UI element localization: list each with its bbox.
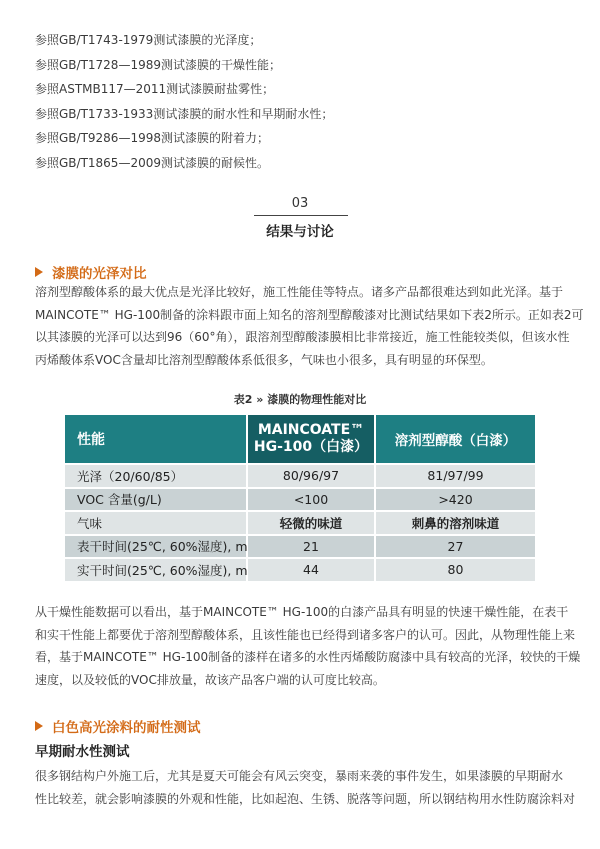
cell-property: VOC 含量(g/L) [65, 488, 247, 512]
cell-maincote: 21 [247, 535, 375, 559]
cell-alkyd: 81/97/99 [375, 464, 535, 488]
paragraph-line: 性比较差，就会影响漆膜的外观和性能，比如起泡、生锈、脱落等问题，所以钢结构用水性防腐涂料对 [35, 791, 576, 806]
header-maincote-line2: HG-100（白漆） [253, 439, 369, 455]
cell-property: 实干时间(25℃, 60%湿度), m [65, 558, 247, 581]
gloss-paragraph [35, 281, 584, 371]
durability-heading [35, 716, 201, 736]
cell-maincote: 44 [247, 558, 375, 581]
reference-item: 参照GB/T1733-1933测试漆膜的耐水性和早期耐水性； [35, 106, 334, 121]
paragraph-line: 速度，以及较低的VOC排放量，故该产品客户端的认可度比较高。 [35, 672, 385, 687]
drying-paragraph [35, 601, 581, 691]
paragraph-line: 从干燥性能数据可以看出，基于MAINCOTE™ HG-100的白漆产品具有明显的快速干燥性能，在表干 [35, 605, 569, 619]
reference-item: 参照GB/T9286—1998测试漆膜的附着力； [35, 131, 269, 145]
paragraph-line: 以其漆膜的光泽可以达到96（60°角），跟溶剂型醇酸漆膜相比非常接近，施工性能较类似，但该水性 [35, 330, 570, 344]
arrow-right-icon [35, 721, 43, 731]
gloss-heading [35, 262, 147, 282]
header-alkyd: 溶剂型醇酸（白漆） [375, 415, 535, 464]
table-row [65, 511, 535, 535]
reference-list [35, 28, 575, 175]
section-divider [254, 215, 348, 216]
reference-item: 参照GB/T1865—2009测试漆膜的耐候性。 [35, 155, 269, 170]
header-property: 性能 [65, 415, 247, 464]
paragraph-line: 丙烯酸体系VOC含量却比溶剂型醇酸体系低很多，气味也小很多，具有明显的环保型。 [35, 352, 493, 367]
header-maincote-line1: MAINCOATE™ [257, 422, 365, 438]
paragraph-line: 溶剂型醇酸体系的最大优点是光泽比较好，施工性能佳等特点。诸多产品都很难达到如此光泽。基于 [35, 285, 564, 299]
header-maincote [247, 415, 375, 464]
table-header-row [65, 415, 535, 464]
durability-heading-text: 白色高光涂料的耐性测试 [52, 720, 201, 736]
section-number: 03 [291, 196, 309, 211]
cell-alkyd: 80 [375, 558, 535, 581]
table-row [65, 464, 535, 488]
cell-property: 表干时间(25℃, 60%湿度), m [65, 535, 247, 559]
section-title: 结果与讨论 [266, 224, 334, 240]
reference-item: 参照GB/T1743-1979测试漆膜的光泽度； [35, 33, 262, 47]
cell-maincote: 轻微的味道 [247, 511, 375, 535]
properties-table [65, 415, 535, 581]
cell-alkyd: >420 [375, 488, 535, 512]
cell-alkyd: 刺鼻的溶剂味道 [375, 511, 535, 535]
water-resistance-heading: 早期耐水性测试 [35, 744, 130, 760]
paragraph-line: 看，基于MAINCOTE™ HG-100制备的漆样在诸多的水性丙烯酸防腐漆中具有较高的光泽，较快的干燥 [35, 650, 581, 664]
gloss-heading-text: 漆膜的光泽对比 [52, 266, 147, 282]
cell-maincote: 80/96/97 [247, 464, 375, 488]
paragraph-line: 很多钢结构户外施工后，尤其是夏天可能会有风云突变，暴雨来袭的事件发生，如果漆膜的早期耐水 [35, 769, 564, 783]
table-row [65, 488, 535, 512]
cell-property: 气味 [65, 511, 247, 535]
table-caption: 表2 » 漆膜的物理性能对比 [233, 393, 367, 406]
reference-item: 参照ASTMB117—2011测试漆膜耐盐雾性； [35, 82, 275, 96]
cell-maincote: <100 [247, 488, 375, 512]
paragraph-line: MAINCOTE™ HG-100制备的涂料跟市面上知名的溶剂型醇酸漆对比测试结果如下表2所示。正如表2可 [35, 307, 584, 322]
water-resistance-paragraph [35, 765, 576, 810]
arrow-right-icon [35, 267, 43, 277]
reference-item: 参照GB/T1728—1989测试漆膜的干燥性能； [35, 57, 281, 72]
table-row [65, 535, 535, 559]
cell-property: 光泽（20/60/85） [65, 464, 247, 488]
table-row [65, 558, 535, 581]
cell-alkyd: 27 [375, 535, 535, 559]
paragraph-line: 和实干性能上都要优于溶剂型醇酸体系，且该性能也已经得到诸多客户的认可。因此，从物理性能上来 [35, 627, 576, 642]
